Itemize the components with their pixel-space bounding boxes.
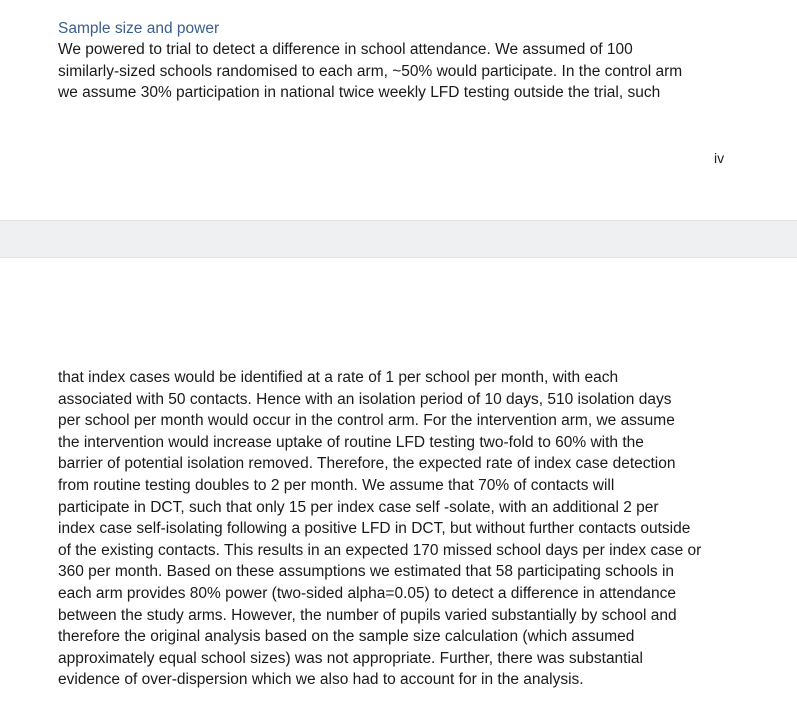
- paragraph-bottom: [58, 367, 701, 691]
- text-line: barrier of potential isolation removed. Therefore, the expected rate of index case detection: [58, 455, 676, 473]
- text-line: 360 per month. Based on these assumptions we estimated that 58 participating schools in: [58, 563, 675, 581]
- text-line: per school per month would occur in the control arm. For the intervention arm, we assume: [58, 412, 675, 430]
- text-line: approximately equal school sizes) was not appropriate. Further, there was substantial: [58, 649, 643, 667]
- text-line: evidence of over-dispersion which we also had to account for in the analysis.: [58, 671, 584, 689]
- document-page-top: [0, 0, 797, 220]
- text-line: that index cases would be identified at a rate of 1 per school per month, with each: [58, 369, 619, 386]
- text-line: participate in DCT, such that only 15 per index case self -solate, with an additional 2 per: [58, 498, 659, 516]
- text-line: index case self-isolating following a positive LFD in DCT, but without further contacts outside: [58, 520, 691, 538]
- text-line: between the study arms. However, the number of pupils varied substantially by school and: [58, 606, 677, 624]
- text-line: therefore the original analysis based on the sample size calculation (which assumed: [58, 628, 635, 646]
- text-line: We powered to trial to detect a difference in school attendance. We assumed of 100: [58, 41, 633, 58]
- text-line: from routine testing doubles to 2 per month. We assume that 70% of contacts will: [58, 476, 615, 494]
- text-line: the intervention would increase uptake of routine LFD testing two-fold to 60% with the: [58, 433, 644, 451]
- text-line: associated with 50 contacts. Hence with an isolation period of 10 days, 510 isolation days: [58, 390, 672, 408]
- text-line: of the existing contacts. This results in an expected 170 missed school days per index case or: [58, 541, 702, 559]
- page-break-gap: [0, 220, 797, 258]
- paragraph-top: [58, 39, 682, 104]
- text-line: each arm provides 80% power (two-sided alpha=0.05) to detect a difference in attendance: [58, 584, 676, 602]
- section-heading: Sample size and power: [58, 20, 220, 37]
- text-line: we assume 30% participation in national twice weekly LFD testing outside the trial, such: [58, 84, 661, 102]
- page-number: iv: [714, 150, 725, 166]
- text-line: similarly-sized schools randomised to each arm, ~50% would participate. In the control arm: [58, 62, 683, 80]
